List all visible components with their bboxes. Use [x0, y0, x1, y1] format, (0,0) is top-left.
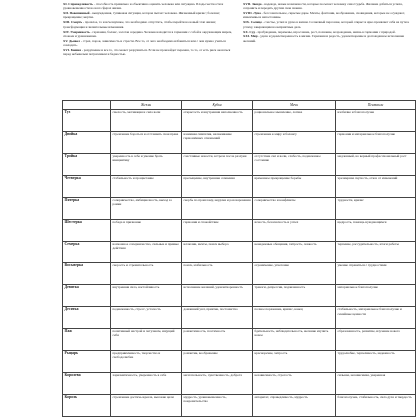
table-cell: тревоги, депрессия, подавленность — [253, 285, 336, 307]
arcana-entry — [243, 20, 415, 29]
arcana-title: XIII. Смерть — [63, 20, 83, 25]
table-header-row — [63, 101, 416, 110]
arcana-title: XVIII. Луна — [243, 11, 261, 16]
table-cell: рациональное мышление, логика — [253, 110, 336, 132]
table-cell: романтик, воображение — [182, 351, 253, 373]
table-row — [63, 175, 416, 197]
header-cell-swords: Мечи — [253, 101, 336, 110]
arcana-title: XX. Суд — [243, 29, 255, 34]
header-cell-wands: Жезлы — [111, 101, 182, 110]
arcana-text: - гармония, баланс, золотая середина. Человек находится в гармонии с собой и окружающим миром, спокоен и уравновешен. — [63, 29, 233, 38]
arcana-entry — [63, 20, 235, 29]
table-row — [63, 110, 416, 132]
table-cell: открытость и внутренняя наполненность — [182, 110, 253, 132]
table-cell: временное прекращение борьбы — [253, 175, 336, 197]
table-cell: скорбь по прошлому, неудачи и разочарования — [182, 197, 253, 219]
table-cell: смелость, мотивация и сила воли — [111, 110, 182, 132]
card-name-cell: Семерка — [63, 241, 111, 263]
arcana-text: - пробуждение, перемены, взросление, рост, познание, возрождение, жизнь в гармонии с природой. — [255, 29, 396, 34]
card-name-cell: Королева — [63, 373, 111, 395]
table-row — [63, 241, 416, 263]
table-cell: авторитет, справедливость, мудрость — [253, 394, 336, 416]
arcana-entry — [63, 30, 235, 39]
table-cell: счастливые новости, встреча после разлуки — [182, 153, 253, 175]
table-cell: скорость и стремительность — [111, 263, 182, 285]
table-row — [63, 394, 416, 416]
intro-column-right — [243, 2, 415, 98]
table-cell: исполнение желаний, удовлетворенность — [182, 285, 253, 307]
table-cell: медленный, но верный профессиональный рост — [336, 153, 416, 175]
arcana-entry — [63, 11, 235, 20]
table-cell: подавленность, стресс, усталость — [111, 307, 182, 329]
arcana-text: - способность правильно и объективно оценить человека или ситуацию. Плоды честности и уравновешенности во всех сферах жизни. — [63, 2, 224, 11]
table-row — [63, 307, 416, 329]
arcana-title: XXI. Мир — [243, 34, 258, 39]
arcana-title: XIV. Умеренность — [63, 29, 90, 34]
table-cell: иллюзии, мечты, поиск выбора — [182, 241, 253, 263]
card-name-cell: Пятерка — [63, 197, 111, 219]
table-cell: мудрость, уравновешенность, покровительство — [182, 394, 253, 416]
table-row — [63, 153, 416, 175]
table-cell: образованность, развитие, изучение нового — [336, 329, 416, 351]
arcana-title: XIX. Солнце — [243, 20, 262, 25]
table-cell: возможное соперничество, сильные и прямые действия — [111, 241, 182, 263]
arcana-entry — [243, 30, 415, 34]
arcana-entry — [63, 2, 235, 11]
table-cell: ненадежные обещания, хитрость, ловкость — [253, 241, 336, 263]
arcana-text: - удача и удовлетворенность в жизни. Гармония и радость, удовлетворение и долгожданное исполнение желаний. — [243, 34, 405, 43]
table-cell: независимость, строгость — [253, 373, 336, 395]
table-cell: стремление к миру и балансу — [253, 131, 336, 153]
table-cell: взаимная симпатия, налаживание гармоничных отношений — [182, 131, 253, 153]
table-row — [63, 219, 416, 241]
table-cell: поиск, мобильность — [182, 263, 253, 285]
table-row — [63, 263, 416, 285]
card-name-cell: Паж — [63, 329, 111, 351]
table-cell: чрезмерная скупость, отказ от изменений — [336, 175, 416, 197]
card-name-cell: Король — [63, 394, 111, 416]
table-cell: полное поражение, кризис, конец — [253, 307, 336, 329]
table-cell: победа и признание — [111, 219, 182, 241]
minor-arcana-table — [62, 100, 416, 417]
table-cell: щедрость, помощь нуждающимся — [336, 219, 416, 241]
major-arcana-descriptions — [63, 2, 415, 98]
card-name-cell: Шестерка — [63, 219, 111, 241]
arcana-text: - вынужденная, тупиковая ситуация, которая пытает человека. Жизненный кризис; болезни; прекращение; жертва. — [63, 11, 220, 20]
arcana-entry — [63, 48, 235, 57]
table-row — [63, 131, 416, 153]
table-cell: предприимчивость, творчество и свободолюбие — [111, 351, 182, 373]
card-name-cell: Четверка — [63, 175, 111, 197]
table-cell: материальное благополучие — [336, 285, 416, 307]
table-cell: стабильность, материальное благополучие и семейные ценности — [336, 307, 416, 329]
table-cell: сильная, независимая, уверенная — [336, 373, 416, 395]
card-name-cell: Девятка — [63, 285, 111, 307]
card-name-cell: Десятка — [63, 307, 111, 329]
arcana-title: XI. Справедливость — [63, 2, 93, 6]
table-cell: бдительность, наблюдательность, желание изучить новое — [253, 329, 336, 351]
table-cell: благополучие, стабильность, сила духа и твердость — [336, 394, 416, 416]
table-cell: ограничение, угнетение — [253, 263, 336, 285]
intro-column-left — [63, 2, 235, 98]
header-cell-pentacles: Пентакли — [336, 101, 416, 110]
header-cell-cups: Кубки — [182, 101, 253, 110]
arcana-title: XV. Дьявол — [63, 38, 80, 43]
table-cell: стремление достичь идеала, высокие цели — [111, 394, 182, 416]
arcana-text: - счастье, успех и удача в жизни. Солнечный персонаж, который открыт и ярко проявляет себя на пути к успеху, заверяющим на неприятные дела. — [243, 20, 410, 29]
table-cell: внутренняя сила, настойчивость — [111, 285, 182, 307]
table-row — [63, 285, 416, 307]
card-name-cell: Туз — [63, 110, 111, 132]
card-name-cell: Двойка — [63, 131, 111, 153]
table-cell: позитивный настрой и энтузиазм, ищущий себя — [111, 329, 182, 351]
table-cell: гармония и спокойствие — [182, 219, 253, 241]
table-row — [63, 329, 416, 351]
arcana-text: - бессознательное, скрытые дары. Мечты, фантазии, воображение, сновидения, которые не осуждают, изменчивы и непостоянны. — [243, 11, 405, 20]
arcana-text: - надежда, новые возможности, которые посылает человеку сама Судьба. Желание добиться успеха, сохранить и передать другим свои знания. — [243, 2, 403, 11]
table-cell: домашний уют, приятие, постоянство — [182, 307, 253, 329]
table-cell: соперничество, амбициозность, выход за рамки — [111, 197, 182, 219]
arcana-entry — [243, 34, 415, 43]
table-row — [63, 373, 416, 395]
table-cell: изобилие и благополучие — [336, 110, 416, 132]
card-name-cell: Рыцарь — [63, 351, 111, 373]
arcana-title: XII. Повешенный — [63, 11, 90, 16]
table-cell: красноречие, хитрость — [253, 351, 336, 373]
table-cell: уверенность в себе и умение брать инициативу — [111, 153, 182, 175]
arcana-entry — [63, 39, 235, 48]
table-cell: мечтательность, чувственность, доброта — [182, 373, 253, 395]
table-cell: романтичность, поэтичность — [182, 329, 253, 351]
arcana-title: XVII. Звезда — [243, 2, 262, 6]
arcana-text: - разрушение и все то, что может разрушиться. Если не произойдет перемен, то то, от есть риск оказаться перед небывалым потрясением и бедностью. — [63, 47, 231, 57]
table-cell: харизматичность, уверенность в себе — [111, 373, 182, 395]
arcana-text: - страх, порок, зависимость и страсти. Все то, от чего необходимо избавиться или с чем нужно учиться совладать. — [63, 38, 226, 48]
table-cell: пресыщение, внутренние сомнения — [182, 175, 253, 197]
header-cell-empty — [63, 101, 111, 110]
table-cell: трудолюбие, терпеливость, надежность — [336, 351, 416, 373]
table-row — [63, 197, 416, 219]
arcana-title: XVI. Башня — [63, 47, 81, 52]
table-cell: ясность, безопасность и успех — [253, 219, 336, 241]
arcana-text: - прошлое, то и исчезнувшее, что необходимо отпустить, чтобы перейти на новый этап жизни; трансформация и значительные изменения. — [63, 20, 216, 29]
arcana-entry — [243, 11, 415, 20]
table-cell: отсутствие сил и воли, слабость, подавленное состояние — [253, 153, 336, 175]
table-row — [63, 351, 416, 373]
table-cell: терпение, рассудительность, итоги работы — [336, 241, 416, 263]
table-cell: стремление бороться и отстаивать свои права — [111, 131, 182, 153]
arcana-entry — [243, 2, 415, 11]
table-cell: трудности, кризис — [336, 197, 416, 219]
card-name-cell: Восьмерка — [63, 263, 111, 285]
table-cell: стабильность и процветание — [111, 175, 182, 197]
table-cell: гармония и материальное благополучие — [336, 131, 416, 153]
table-cell: умение справиться с трудностями — [336, 263, 416, 285]
card-name-cell: Тройка — [63, 153, 111, 175]
table-cell: соперничество и конфликты — [253, 197, 336, 219]
